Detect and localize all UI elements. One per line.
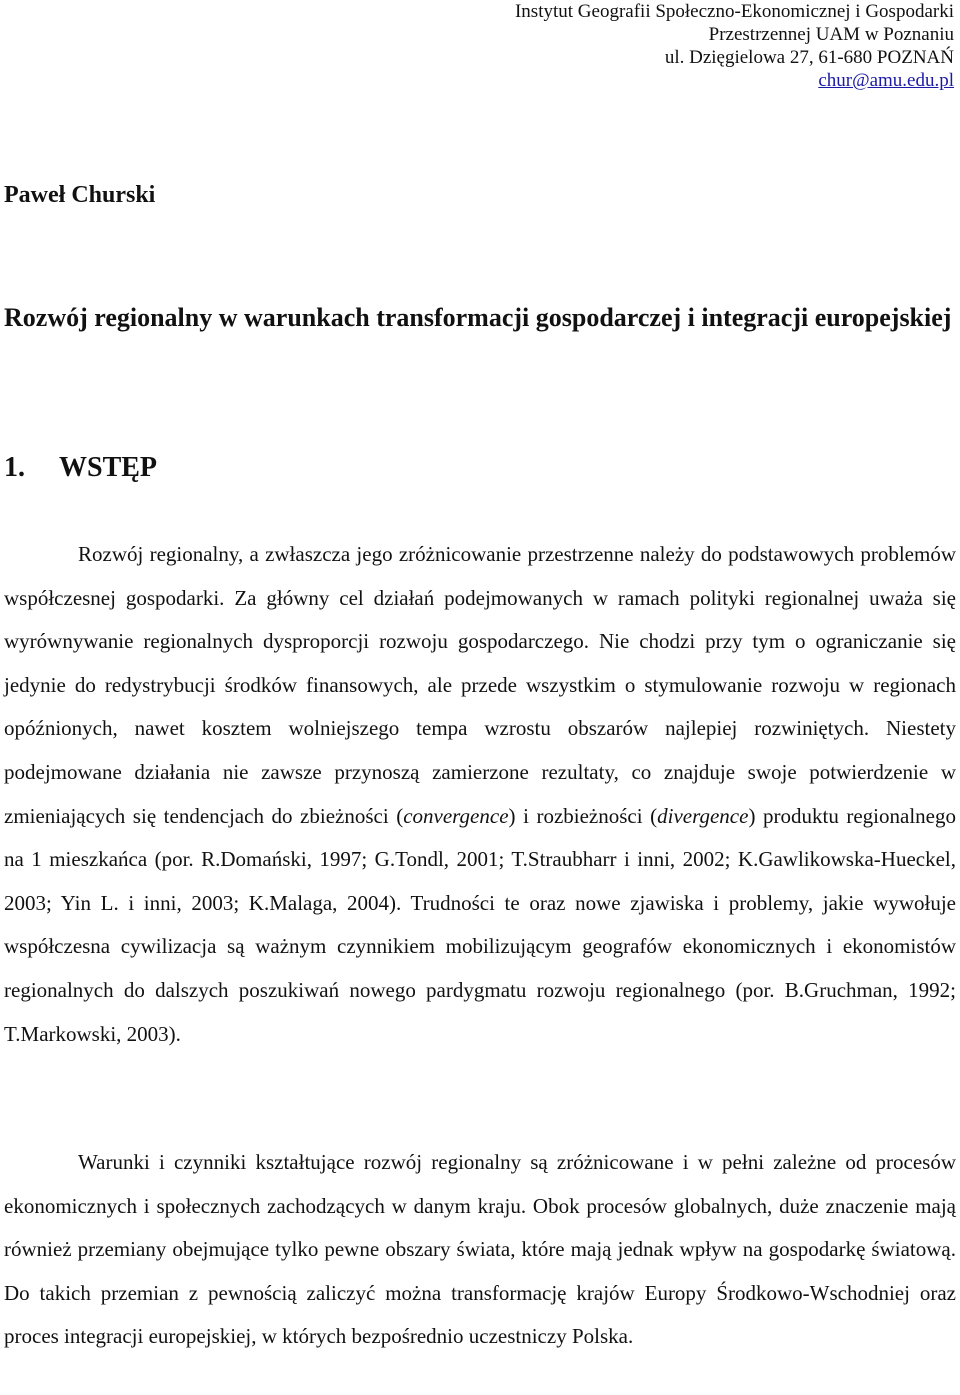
body-paragraph-2: Warunki i czynniki kształtujące rozwój regionalny są zróżnicowane i w pełni zależne od procesów ekonomicznych i społecznych zachodzących w danym kraju. Obok procesów globalnych, duże znaczenie mają również przemiany obejmujące tylko pewne obszary świata, które mają jednak wpływ na gospodarkę światową. Do takich przemian z pewnością zaliczyć można transformację krajów Europy Środkowo-Wschodniej oraz proces integracji europejskiej, w których bezpośrednio uczestniczy Polska. xyxy=(4,1150,956,1349)
affiliation-block xyxy=(515,0,954,92)
affiliation-line-2: Przestrzennej UAM w Poznaniu xyxy=(708,24,954,45)
body-paragraph-1 xyxy=(4,533,956,1056)
paragraph-1-text-b: ) i rozbieżności ( xyxy=(508,803,658,828)
affiliation-address: ul. Dzięgielowa 27, 61-680 POZNAŃ xyxy=(664,47,954,68)
paragraph-1-text-c: ) produktu regionalnego na 1 mieszkańca (por. R.Domański, 1997; G.Tondl, 2001; T.Straubharr i inni, 2002; K.Gawlikowska-Hueckel, 2003; Yin L. i inni, 2003; K.Malaga, 2004). Trudności te oraz nowe zjawiska i problemy, jakie wywołuje współczesna cywilizacja są ważnym czynnikiem mobilizującym geografów ekonomicznych i ekonomistów regionalnych do dalszych poszukiwań nowego pardygmatu rozwoju regionalnego (por. B.Gruchman, 1992; T.Markowski, 2003). xyxy=(4,803,956,1046)
paper-title: Rozwój regionalny w warunkach transformacji gospodarczej i integracji europejskiej xyxy=(4,303,952,332)
section-heading xyxy=(4,452,191,484)
email-link[interactable]: chur@amu.edu.pl xyxy=(818,70,954,91)
author-name: Paweł Churski xyxy=(4,182,156,208)
affiliation-line-1: Instytut Geografii Społeczno-Ekonomicznej i Gospodarki xyxy=(514,1,954,22)
section-number: 1. xyxy=(4,452,25,483)
paragraph-1-term-divergence: divergence xyxy=(657,803,749,828)
paragraph-1-text-a: Rozwój regionalny, a zwłaszcza jego zróżnicowanie przestrzenne należy do podstawowych problemów współczesnej gospodarki. Za główny cel działań podejmowanych w ramach polityki regionalnej uważa się wyrównywanie regionalnych dysproporcji rozwoju gospodarczego. Nie chodzi przy tym o ograniczanie się jedynie do redystrybucji środków finansowych, ale przede wszystkim o stymulowanie rozwoju w regionach opóźnionych, nawet kosztem wolniejszego tempa wzrostu obszarów najlepiej rozwiniętych. Niestety podejmowane działania nie zawsze przynoszą zamierzone rezultaty, co znajduje swoje potwierdzenie w zmieniających się tendencjach do zbieżności ( xyxy=(4,542,956,828)
paragraph-1-term-convergence: convergence xyxy=(403,803,509,828)
section-label: WSTĘP xyxy=(59,452,158,483)
